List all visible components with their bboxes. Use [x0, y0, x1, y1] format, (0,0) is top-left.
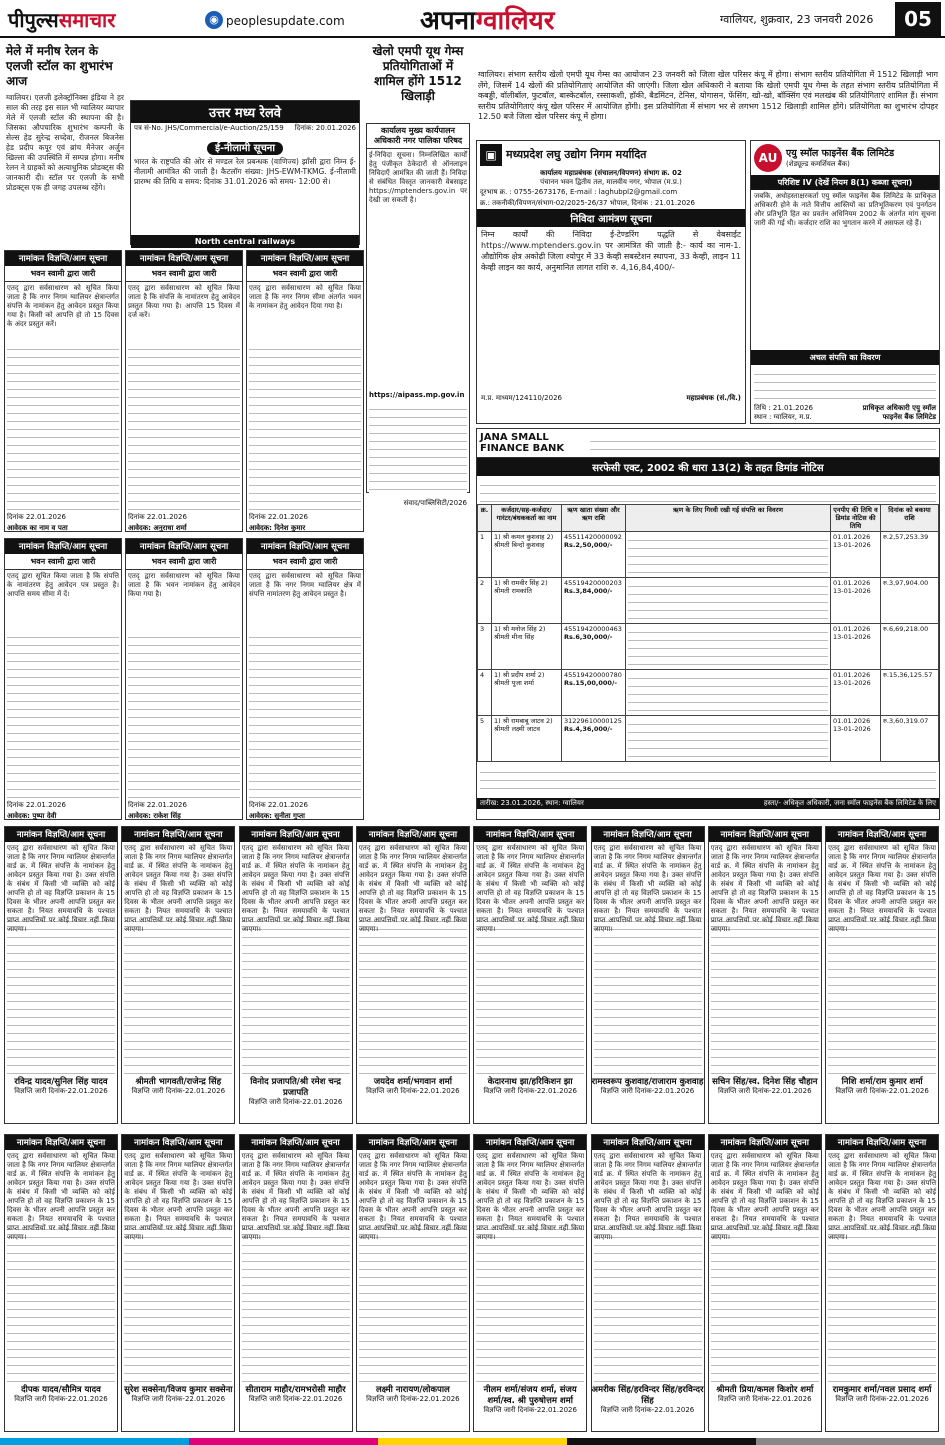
grid-notice-date: विज्ञप्ति जारी दिनांक-22.01.2026: [131, 1395, 226, 1403]
dateline: ग्वालियर, शुक्रवार, 23 जनवरी 2026: [720, 13, 874, 26]
msme-ref: क्र.: तकनीकी/विपणन/संभाग-02/2025-26/37 भोपाल, दिनांक : 21.01.2026: [480, 199, 695, 207]
grid-notice-applicant: श्रीमती भागवती/राजेन्द्र सिंह: [135, 1077, 222, 1087]
grid-notice-date: विज्ञप्ति जारी दिनांक-22.01.2026: [483, 1406, 577, 1414]
grid-notice-card: [239, 826, 353, 1124]
au-title: एयु स्मॉल फाइनेंस बैंक लिमिटेड: [786, 147, 895, 159]
tender-body: ई-निविदा सूचना। निम्नलिखित कार्यों हेतु पंजीकृत ठेकेदारों से ऑनलाइन निविदाएँ आमंत्रित की जाती हैं। निविदा से संबंधित विस्तृत जानकारी वेबसाइट https://mptenders.gov.in पर देखी जा सकती है।: [369, 151, 467, 204]
grid-notice-filler: [359, 1222, 467, 1382]
railway-title: उत्तर मध्य रेलवे: [131, 101, 359, 123]
notice-body: एतद् द्वारा सर्वसाधारण को सूचित किया जाता है कि भवन नामांकन हेतु आवेदन किया गया है।: [128, 572, 240, 598]
jana-table-row: [478, 578, 939, 624]
grid-notices-area: [4, 826, 941, 1434]
grid-notice-body: एतद् द्वारा सर्वसाधारण को सूचित किया जाता है कि नगर निगम ग्वालियर क्षेत्रान्तर्गत वार्ड क्र. में स्थित संपत्ति के नामांकन हेतु आवेदन प्रस्तुत किया गया है। उक्त संपत्ति के संबंध में किसी भी व्यक्ति को कोई आपत्ति हो तो वह विज्ञप्ति प्रकाशन के 15 दिवस के भीतर अपनी आपत्ति प्रस्तुत कर सकता है। नियत समयावधि के पश्चात प्राप्त आपत्तियों पर कोई विचार नहीं किया जाएगा।: [710, 1152, 819, 1241]
jana-row-npa: 01.01.2026: [833, 533, 871, 541]
grid-notice-body: एतद् द्वारा सर्वसाधारण को सूचित किया जाता है कि नगर निगम ग्वालियर क्षेत्रान्तर्गत वार्ड क्र. में स्थित संपत्ति के नामांकन हेतु आवेदन प्रस्तुत किया गया है। उक्त संपत्ति के संबंध में किसी भी व्यक्ति को कोई आपत्ति हो तो वह विज्ञप्ति प्रकाशन के 15 दिवस के भीतर अपनी आपत्ति प्रस्तुत कर सकता है। नियत समयावधि के पश्चात प्राप्त आपत्तियों पर कोई विचार नहीं किया जाएगा।: [124, 844, 233, 933]
grid-notice-title: नामांकन विज्ञप्ति/आम सूचना: [122, 1135, 234, 1150]
jana-col-no: क्र.: [478, 505, 492, 532]
notice-title: नामांकन विज्ञप्ति/आम सूचना: [247, 251, 363, 266]
jana-table: [477, 504, 939, 762]
grid-notice-title: नामांकन विज्ञप्ति/आम सूचना: [709, 827, 821, 842]
grid-notice-body: एतद् द्वारा सर्वसाधारण को सूचित किया जाता है कि नगर निगम ग्वालियर क्षेत्रान्तर्गत वार्ड क्र. में स्थित संपत्ति के नामांकन हेतु आवेदन प्रस्तुत किया गया है। उक्त संपत्ति के संबंध में किसी भी व्यक्ति को कोई आपत्ति हो तो वह विज्ञप्ति प्रकाशन के 15 दिवस के भीतर अपनी आपत्ति प्रस्तुत कर सकता है। नियत समयावधि के पश्चात प्राप्त आपत्तियों पर कोई विचार नहीं किया जाएगा।: [710, 844, 819, 933]
grid-notice-applicant: रामस्वरूप कुशवाह/राजाराम कुशवाह: [591, 1077, 704, 1087]
jana-row-amount: Rs.15,00,000/-: [564, 679, 618, 687]
notice-body: एतद् द्वारा सूचित किया जाता है कि संपत्ति के नामांतरण हेतु आवेदन पत्र प्रस्तुत है। आपत्ति समय सीमा में दें।: [7, 572, 119, 598]
grid-notice-title: नामांकन विज्ञप्ति/आम सूचना: [240, 1135, 352, 1150]
brand-logo: [8, 6, 115, 33]
grid-notice-body: एतद् द्वारा सर्वसाधारण को सूचित किया जाता है कि नगर निगम ग्वालियर क्षेत्रान्तर्गत वार्ड क्र. में स्थित संपत्ति के नामांकन हेतु आवेदन प्रस्तुत किया गया है। उक्त संपत्ति के संबंध में किसी भी व्यक्ति को कोई आपत्ति हो तो वह विज्ञप्ति प्रकाशन के 15 दिवस के भीतर अपनी आपत्ति प्रस्तुत कर सकता है। नियत समयावधि के पश्चात प्राप्त आपत्तियों पर कोई विचार नहीं किया जाएगा।: [593, 1152, 702, 1241]
tender-title: कार्यालय मुख्य कार्यपालन अधिकारी नगर पालिका परिषद: [367, 124, 469, 149]
grid-notice-title: नामांकन विज्ञप्ति/आम सूचना: [122, 827, 234, 842]
notice-applicant: आवेदक: राकेश सिंह: [128, 812, 181, 820]
grid-notice-date: विज्ञप्ति जारी दिनांक-22.01.2026: [248, 1098, 343, 1106]
grid-notice-card: [708, 826, 822, 1124]
notice-filler: [249, 630, 361, 800]
grid-notice-date: विज्ञप्ति जारी दिनांक-22.01.2026: [14, 1395, 108, 1403]
grid-notice-applicant: विनोद प्रजापति/श्री रमेश चन्द्र प्रजापति: [250, 1077, 341, 1098]
grid-notice-applicant: लक्ष्मी नारायण/लोकपाल: [375, 1385, 450, 1395]
au-date: तिथि : 21.01.2026: [754, 404, 813, 412]
notice-filler: [128, 630, 240, 800]
jana-row-due: रु.2,57,253.39: [881, 532, 939, 578]
grid-notice-date: विज्ञप्ति जारी दिनांक-22.01.2026: [600, 1406, 695, 1414]
grid-notice-date: विज्ञप्ति जारी दिनांक-22.01.2026: [248, 1395, 343, 1403]
grid-notice-filler: [828, 1222, 936, 1382]
grid-notice-card: [825, 826, 939, 1124]
notice-filler: [128, 342, 240, 512]
jana-col-due: दिनांक को बकाया राशि: [881, 505, 939, 532]
grid-notice-body: एतद् द्वारा सर्वसाधारण को सूचित किया जाता है कि नगर निगम ग्वालियर क्षेत्रान्तर्गत वार्ड क्र. में स्थित संपत्ति के नामांकन हेतु आवेदन प्रस्तुत किया गया है। उक्त संपत्ति के संबंध में किसी भी व्यक्ति को कोई आपत्ति हो तो वह विज्ञप्ति प्रकाशन के 15 दिवस के भीतर अपनी आपत्ति प्रस्तुत कर सकता है। नियत समयावधि के पश्चात प्राप्त आपत्तियों पर कोई विचार नहीं किया जाएगा।: [241, 1152, 350, 1241]
msme-address: पंचानन भवन द्वितीय तल, मालवीय नगर, भोपाल (म.प्र.): [540, 178, 682, 186]
notice-card: [246, 538, 364, 820]
jana-table-row: [478, 532, 939, 578]
grid-notice-applicant: रविन्द्र यादव/सुनिल सिंह यादव: [14, 1077, 108, 1087]
notice-date: दिनांक 22.01.2026: [128, 801, 187, 809]
grid-notice-body: एतद् द्वारा सर्वसाधारण को सूचित किया जाता है कि नगर निगम ग्वालियर क्षेत्रान्तर्गत वार्ड क्र. में स्थित संपत्ति के नामांकन हेतु आवेदन प्रस्तुत किया गया है। उक्त संपत्ति के संबंध में किसी भी व्यक्ति को कोई आपत्ति हो तो वह विज्ञप्ति प्रकाशन के 15 दिवस के भीतर अपनी आपत्ति प्रस्तुत कर सकता है। नियत समयावधि के पश्चात प्राप्त आपत्तियों पर कोई विचार नहीं किया जाएगा।: [828, 844, 937, 933]
grid-notice-applicant: सचिन सिंह/स्व. दिनेश सिंह चौहान: [712, 1077, 818, 1087]
grid-notice-card: [356, 1134, 470, 1432]
grid-notice-applicant: केदारनाथ झा/हरिकिशन झा: [487, 1077, 573, 1087]
notice-subtitle: भवन स्वामी द्वारा जारी: [247, 266, 363, 282]
grid-notice-body: एतद् द्वारा सर्वसाधारण को सूचित किया जाता है कि नगर निगम ग्वालियर क्षेत्रान्तर्गत वार्ड क्र. में स्थित संपत्ति के नामांकन हेतु आवेदन प्रस्तुत किया गया है। उक्त संपत्ति के संबंध में किसी भी व्यक्ति को कोई आपत्ति हो तो वह विज्ञप्ति प्रकाशन के 15 दिवस के भीतर अपनी आपत्ति प्रस्तुत कर सकता है। नियत समयावधि के पश्चात प्राप्त आपत्तियों पर कोई विचार नहीं किया जाएगा।: [241, 844, 350, 933]
grid-notice-body: एतद् द्वारा सर्वसाधारण को सूचित किया जाता है कि नगर निगम ग्वालियर क्षेत्रान्तर्गत वार्ड क्र. में स्थित संपत्ति के नामांकन हेतु आवेदन प्रस्तुत किया गया है। उक्त संपत्ति के संबंध में किसी भी व्यक्ति को कोई आपत्ति हो तो वह विज्ञप्ति प्रकाशन के 15 दिवस के भीतर अपनी आपत्ति प्रस्तुत कर सकता है। नियत समयावधि के पश्चात प्राप्त आपत्तियों पर कोई विचार नहीं किया जाएगा।: [828, 1152, 937, 1241]
grid-notice-date: विज्ञप्ति जारी दिनांक-22.01.2026: [366, 1395, 460, 1403]
jana-row-no: 5: [478, 716, 492, 762]
jana-address: [590, 434, 936, 452]
grid-notice-title: नामांकन विज्ञप्ति/आम सूचना: [240, 827, 352, 842]
grid-notice-applicant: सुरेश सक्सेना/विजय कुमार सक्सेना: [124, 1385, 233, 1395]
grid-notice-date: विज्ञप्ति जारी दिनांक-22.01.2026: [483, 1087, 577, 1095]
grid-notice-card: [473, 826, 587, 1124]
au-subtitle: (शेड्यूल्ड कमर्शियल बैंक): [786, 159, 850, 168]
notice-filler: [7, 342, 119, 512]
notice-subtitle: भवन स्वामी द्वारा जारी: [126, 554, 242, 570]
grid-notice-card: [591, 826, 705, 1124]
notice-applicant: आवेदक: अनुराधा शर्मा: [128, 524, 187, 532]
grid-notice-date: विज्ञप्ति जारी दिनांक-22.01.2026: [835, 1395, 929, 1403]
msme-ad: [476, 140, 746, 424]
grid-notice-body: एतद् द्वारा सर्वसाधारण को सूचित किया जाता है कि नगर निगम ग्वालियर क्षेत्रान्तर्गत वार्ड क्र. में स्थित संपत्ति के नामांकन हेतु आवेदन प्रस्तुत किया गया है। उक्त संपत्ति के संबंध में किसी भी व्यक्ति को कोई आपत्ति हो तो वह विज्ञप्ति प्रकाशन के 15 दिवस के भीतर अपनी आपत्ति प्रस्तुत कर सकता है। नियत समयावधि के पश्चात प्राप्त आपत्तियों पर कोई विचार नहीं किया जाएगा।: [593, 844, 702, 933]
jana-row-property: [628, 717, 828, 759]
grid-notice-title: नामांकन विज्ञप्ति/आम सूचना: [709, 1135, 821, 1150]
website-link[interactable]: peoplesupdate.com: [226, 14, 345, 28]
grid-notice-applicant: रामकुमार शर्मा/नवल प्रसाद शर्मा: [832, 1385, 932, 1395]
jana-table-row: [478, 670, 939, 716]
grid-notice-filler: [711, 914, 819, 1074]
jana-row-no: 4: [478, 670, 492, 716]
jana-row-no: 2: [478, 578, 492, 624]
grid-notice-title: नामांकन विज्ञप्ति/आम सूचना: [357, 827, 469, 842]
masthead: [0, 0, 945, 38]
grid-notice-applicant: दीपक यादव/सौमित्र यादव: [21, 1385, 101, 1395]
tender-code: संवाद/पाब्लिसिटी/2026: [403, 499, 467, 507]
msme-title: मध्यप्रदेश लघु उद्योग निगम मर्यादित: [506, 148, 647, 161]
grid-notice-filler: [828, 914, 936, 1074]
section-title: [420, 1, 554, 37]
jana-row-account: 31229610000125: [564, 717, 622, 725]
grid-notice-card: [4, 826, 118, 1124]
grid-notice-card: [239, 1134, 353, 1432]
notice-title: नामांकन विज्ञप्ति/आम सूचना: [5, 251, 121, 266]
jana-row-account: 45519420000780: [564, 671, 622, 679]
jana-row-notice: 13-01-2026: [833, 633, 871, 641]
notice-applicant: आवेदक: दिनेश कुमार: [249, 524, 306, 532]
notice-subtitle: भवन स्वामी द्वारा जारी: [126, 266, 242, 282]
jana-bank-ad: [476, 428, 940, 820]
emblem-icon: ▣: [480, 144, 502, 166]
msme-code: म.प्र. माध्यम/124110/2026: [481, 394, 562, 402]
notice-card: [4, 538, 122, 820]
grid-notice-applicant: सीताराम माहौर/रामभरोसी माहौर: [245, 1385, 346, 1395]
jana-row-name: 1) श्री प्रदीप शर्मा 2) श्रीमती पूजा शर्मा: [492, 670, 562, 716]
grid-notice-body: एतद् द्वारा सर्वसाधारण को सूचित किया जाता है कि नगर निगम ग्वालियर क्षेत्रान्तर्गत वार्ड क्र. में स्थित संपत्ति के नामांकन हेतु आवेदन प्रस्तुत किया गया है। उक्त संपत्ति के संबंध में किसी भी व्यक्ति को कोई आपत्ति हो तो वह विज्ञप्ति प्रकाशन के 15 दिवस के भीतर अपनी आपत्ति प्रस्तुत कर सकता है। नियत समयावधि के पश्चात प्राप्त आपत्तियों पर कोई विचार नहीं किया जाएगा।: [7, 844, 115, 933]
notice-title: नामांकन विज्ञप्ति/आम सूचना: [247, 539, 363, 554]
jana-row-notice: 13-01-2026: [833, 679, 871, 687]
msme-signatory: महाप्रबंधक (सं./वि.): [686, 394, 741, 402]
jana-row-npa: 01.01.2026: [833, 625, 871, 633]
jana-footer-text: [480, 765, 936, 795]
tender-site[interactable]: https://aipass.mp.gov.in: [369, 391, 465, 399]
grid-notice-filler: [476, 1222, 584, 1382]
jana-heading: सरफेसी एक्ट, 2002 की धारा 13(2) के तहत डिमांड नोटिस: [477, 458, 939, 476]
notice-applicant: आवेदक: पुष्पा देवी: [7, 812, 57, 820]
grid-notice-body: एतद् द्वारा सर्वसाधारण को सूचित किया जाता है कि नगर निगम ग्वालियर क्षेत्रान्तर्गत वार्ड क्र. में स्थित संपत्ति के नामांकन हेतु आवेदन प्रस्तुत किया गया है। उक्त संपत्ति के संबंध में किसी भी व्यक्ति को कोई आपत्ति हो तो वह विज्ञप्ति प्रकाशन के 15 दिवस के भीतर अपनी आपत्ति प्रस्तुत कर सकता है। नियत समयावधि के पश्चात प्राप्त आपत्तियों पर कोई विचार नहीं किया जाएगा।: [476, 844, 585, 933]
grid-notice-card: [121, 826, 235, 1124]
sports-story-headline: खेलो एमपी यूथ गेम्स प्रतियोगिताओं में शामिल होंगे 1512 खिलाड़ी: [372, 44, 464, 103]
grid-notice-body: एतद् द्वारा सर्वसाधारण को सूचित किया जाता है कि नगर निगम ग्वालियर क्षेत्रान्तर्गत वार्ड क्र. में स्थित संपत्ति के नामांकन हेतु आवेदन प्रस्तुत किया गया है। उक्त संपत्ति के संबंध में किसी भी व्यक्ति को कोई आपत्ति हो तो वह विज्ञप्ति प्रकाशन के 15 दिवस के भीतर अपनी आपत्ति प्रस्तुत कर सकता है। नियत समयावधि के पश्चात प्राप्त आपत्तियों पर कोई विचार नहीं किया जाएगा।: [124, 1152, 233, 1241]
jana-row-account: 45511420000092: [564, 533, 622, 541]
grid-notice-title: नामांकन विज्ञप्ति/आम सूचना: [5, 1135, 117, 1150]
section-part1: अपना: [420, 6, 476, 36]
grid-notice-applicant: श्रीमती प्रिया/कमल किशोर शर्मा: [716, 1385, 814, 1395]
notice-card: [4, 250, 122, 532]
grid-notice-date: विज्ञप्ति जारी दिनांक-22.01.2026: [835, 1087, 929, 1095]
grid-notice-filler: [242, 1222, 350, 1382]
au-schedule: [754, 367, 936, 401]
au-schedule-title: अचल संपत्ति का विवरण: [751, 350, 939, 365]
sports-story-headline-box: [366, 44, 470, 119]
notice-date: दिनांक 22.01.2026: [249, 513, 308, 521]
notice-applicant: आवेदक: सुनीता गुप्ता: [249, 812, 305, 820]
jana-signatory: हस्ता/- अधिकृत अधिकारी, जना स्मॉल फाइनेंस बैंक लिमिटेड के लिए: [763, 799, 936, 807]
msme-office: कार्यालय महाप्रबंधक (संचालन/विपणन) संभाग क्र. 02: [540, 169, 682, 177]
grid-notice-date: विज्ञप्ति जारी दिनांक-22.01.2026: [718, 1395, 812, 1403]
au-bank-ad: [750, 140, 940, 424]
notice-title: नामांकन विज्ञप्ति/आम सूचना: [126, 539, 242, 554]
left-story-headline: मेले में मनीष रेलन के एलजी स्टॉल का शुभारंभ आज: [6, 44, 113, 88]
notices-area: [4, 250, 364, 820]
grid-notice-filler: [7, 1222, 115, 1382]
notice-card: [125, 538, 243, 820]
color-registration-strip: [0, 1438, 945, 1445]
grid-notice-date: विज्ञप्ति जारी दिनांक-22.01.2026: [14, 1087, 108, 1095]
jana-row-due: रु.15,36,125.57: [881, 670, 939, 716]
grid-notice-card: [591, 1134, 705, 1432]
jana-col-account: ऋण खाता संख्या और ऋण राशि: [562, 505, 626, 532]
jana-row-property: [628, 671, 828, 713]
notice-subtitle: भवन स्वामी द्वारा जारी: [5, 266, 121, 282]
notice-subtitle: भवन स्वामी द्वारा जारी: [5, 554, 121, 570]
jana-row-npa: 01.01.2026: [833, 717, 871, 725]
notice-filler: [249, 342, 361, 512]
grid-notice-card: [473, 1134, 587, 1432]
jana-title: JANA SMALL FINANCE BANK: [480, 432, 565, 454]
jana-col-name: कर्जदार/सह-कर्जदार/गारंटर/बंधककर्ता का नाम: [492, 505, 562, 532]
notice-applicant: आवेदक का नाम व पता: [7, 524, 68, 532]
grid-notice-filler: [594, 1222, 702, 1382]
jana-row-name: 1) श्री कमल कुशवाह 2) श्रीमती बिन्दो कुशवाह: [492, 532, 562, 578]
notice-date: दिनांक 22.01.2026: [249, 801, 308, 809]
grid-notice-date: विज्ञप्ति जारी दिनांक-22.01.2026: [600, 1087, 695, 1095]
jana-date: तारीख: 23.01.2026, स्थान: ग्वालियर: [480, 799, 584, 807]
jana-col-npa: एनपीए की तिथि व डिमांड नोटिस की तिथि: [831, 505, 881, 532]
jana-row-name: 1) श्री रामवीर सिंह 2) श्रीमती रामकांति: [492, 578, 562, 624]
jana-row-amount: Rs.3,84,000/-: [564, 587, 613, 595]
notice-date: दिनांक 22.01.2026: [7, 801, 66, 809]
au-notice: परिशिष्ट IV (देखें नियम 8(1) कब्जा सूचना): [751, 175, 939, 190]
jana-row-property: [628, 579, 828, 621]
jana-row-npa: 01.01.2026: [833, 579, 871, 587]
jana-row-account: 45519420000203: [564, 579, 622, 587]
grid-notice-title: नामांकन विज्ञप्ति/आम सूचना: [826, 1135, 938, 1150]
jana-table-row: [478, 716, 939, 762]
au-officer: प्राधिकृत अधिकारी एयु स्मॉल फाइनेंस बैंक लिमिटेड: [862, 404, 936, 421]
grid-notice-title: नामांकन विज्ञप्ति/आम सूचना: [592, 827, 704, 842]
sports-story-body: ग्वालियर। संभाग स्तरीय खेलो एमपी यूथ गेम्स का आयोजन 23 जनवरी को जिला खेल परिसर कंपू में होगा। संभाग स्तरीय प्रतियोगिता में 1512 खिलाड़ी भाग लेंगे, जिसमें 14 खेलों की प्रतियोगिताएं आयोजित की जाएंगी। जिला खेल अधिकारी ने बताया कि खेलो एमपी यूथ गेम्स के तहत संभाग स्तरीय प्रतियोगिता में कबड्डी, वॉलीबॉल, फुटबॉल, बास्केटबॉल, रस्साकशी, हॉकी, बैडमिंटन, टेनिस, योगासन, फेंसिंग, खो-खो, बॉक्सिंग एवं मलखंब की प्रतियोगिताएं शामिल हैं। संभाग स्तरीय प्रतियोगिताएं कंपू खेल परिसर में आयोजित होंगी। इस प्रतियोगिता में संभाग भर से लगभग 1512 खिलाड़ी शामिल होंगे। प्रतियोगिता का शुभारंभ दोपहर 12.50 बजे जिला खेल परिसर कंपू में होगा।: [478, 70, 938, 121]
brand-part1: पीपुल्स: [8, 8, 59, 32]
au-logo: AU: [754, 144, 782, 172]
grid-notice-applicant: निशि शर्मा/राम कुमार शर्मा: [841, 1077, 923, 1087]
grid-notice-card: [4, 1134, 118, 1432]
grid-notice-title: नामांकन विज्ञप्ति/आम सूचना: [5, 827, 117, 842]
grid-notice-body: एतद् द्वारा सर्वसाधारण को सूचित किया जाता है कि नगर निगम ग्वालियर क्षेत्रान्तर्गत वार्ड क्र. में स्थित संपत्ति के नामांकन हेतु आवेदन प्रस्तुत किया गया है। उक्त संपत्ति के संबंध में किसी भी व्यक्ति को कोई आपत्ति हो तो वह विज्ञप्ति प्रकाशन के 15 दिवस के भीतर अपनी आपत्ति प्रस्तुत कर सकता है। नियत समयावधि के पश्चात प्राप्त आपत्तियों पर कोई विचार नहीं किया जाएगा।: [358, 1152, 467, 1241]
au-body: जबकि, अधोहस्ताक्षरकर्ता एयु स्मॉल फाइनेंस बैंक लिमिटेड के प्राधिकृत अधिकारी होने के नाते वित्तीय आस्तियों का प्रतिभूतिकरण एवं पुनर्गठन और प्रतिभूति हित का प्रवर्तन अधिनियम 2002 के अंतर्गत मांग सूचना जारी की गई थी। कर्जदार राशि का भुगतान करने में असफल रहे हैं।: [754, 192, 936, 227]
left-story: [6, 44, 124, 244]
brand-part2: समाचार: [58, 8, 116, 32]
jana-row-account: 45519420000463: [564, 625, 622, 633]
jana-row-amount: Rs.4,36,000/-: [564, 725, 613, 733]
grid-notice-date: विज्ञप्ति जारी दिनांक-22.01.2026: [718, 1087, 812, 1095]
grid-notice-filler: [711, 1222, 819, 1382]
notice-date: दिनांक 22.01.2026: [128, 513, 187, 521]
left-story-body: ग्वालियर। एलजी इलेक्ट्रॉनिक्स इंडिया ने हर साल की तरह इस साल भी ग्वालियर व्यापार मेले में एलजी स्टॉल की स्थापना की है। जिसका औपचारिक शुभारंभ कम्पनी के सेल्स हेड सुरेन्द्र सच्देवा, रीजनल बिजनेस हेड प्रदीप कपूर एवं ब्रांच मैनेजर अर्जुन खिल्ला की उपस्थिति में सम्पन्न होगा। मनीष रेलन ने ग्राहकों को अत्याधुनिक प्रोडक्ट्स की जानकारी दी। स्टॉल पर एलजी के सभी प्रोडक्ट्स एक ही जगह उपलब्ध रहेंगे।: [6, 93, 124, 192]
grid-notice-card: [356, 826, 470, 1124]
grid-notice-applicant: नीलम शर्मा/संजय शर्मा, संजय शर्मा/स्व. श्री पुरुषोत्तम शर्मा: [483, 1385, 577, 1406]
jana-row-name: 1) श्री रामबाबू जाटव 2) श्रीमती लक्ष्मी जाटव: [492, 716, 562, 762]
msme-body: निम्न कार्यों की निविदा ई-टेण्डरिंग पद्धति से वेबसाईट https://www.mptenders.gov.in पर आमंत्रित की जाती है:- कार्य का नाम-1. औद्योगिक क्षेत्र अकोढ़ी जिला श्योपुर में 33 केव्ही सबस्टेशन स्थापना, 33 केव्ही, लाइन 11 केव्ही लाइन का कार्य, अनुमानित लागत राशि रु. 4,16,84,400/-: [481, 230, 741, 272]
jana-row-due: रु.6,69,218.00: [881, 624, 939, 670]
grid-notice-date: विज्ञप्ति जारी दिनांक-22.01.2026: [131, 1087, 226, 1095]
railway-date: दिनांक: 20.01.2026: [294, 124, 356, 132]
notice-body: एतद् द्वारा सर्वसाधारण को सूचित किया जाता है कि संपत्ति के नामांतरण हेतु आवेदन प्रस्तुत किया गया है। आपत्ति 15 दिवस में दर्ज करें।: [128, 284, 240, 319]
grid-notice-title: नामांकन विज्ञप्ति/आम सूचना: [592, 1135, 704, 1150]
grid-notice-title: नामांकन विज्ञप्ति/आम सूचना: [474, 827, 586, 842]
notice-card: [125, 250, 243, 532]
jana-intro: [480, 478, 936, 502]
railway-subtitle: ई-नीलामी सूचना: [207, 142, 283, 155]
grid-notice-applicant: अमरीक सिंह/हरविन्दर सिंह/हरविन्दर सिंह: [591, 1385, 704, 1406]
jana-table-row: [478, 624, 939, 670]
jana-row-property: [628, 533, 828, 575]
jana-row-no: 1: [478, 532, 492, 578]
grid-notice-body: एतद् द्वारा सर्वसाधारण को सूचित किया जाता है कि नगर निगम ग्वालियर क्षेत्रान्तर्गत वार्ड क्र. में स्थित संपत्ति के नामांकन हेतु आवेदन प्रस्तुत किया गया है। उक्त संपत्ति के संबंध में किसी भी व्यक्ति को कोई आपत्ति हो तो वह विज्ञप्ति प्रकाशन के 15 दिवस के भीतर अपनी आपत्ति प्रस्तुत कर सकता है। नियत समयावधि के पश्चात प्राप्त आपत्तियों पर कोई विचार नहीं किया जाएगा।: [358, 844, 467, 933]
jana-row-notice: 13-01-2026: [833, 725, 871, 733]
jana-row-notice: 13-01-2026: [833, 541, 871, 549]
au-place: स्थान : ग्वालियर, म.प्र.: [754, 413, 812, 421]
railway-footer: North central railways: [131, 235, 359, 248]
grid-notice-filler: [242, 914, 350, 1074]
grid-notice-filler: [124, 1222, 232, 1382]
msme-heading: निविदा आमंत्रण सूचना: [477, 209, 745, 227]
railway-body: भारत के राष्ट्रपति की ओर से मण्डल रेल प्रबन्धक (वाणिज्य) झाँसी द्वारा निम्न ई-नीलामी आमंत्रित की जाती है। कैटलॉग संख्या: JHS-EWM-TKMG. ई-नीलामी प्रारम्भ की तिथि व समय: दिनांक 31.01.2026 को समय- 12:00 से।: [134, 157, 356, 186]
jana-row-no: 3: [478, 624, 492, 670]
jana-row-amount: Rs.6,30,000/-: [564, 633, 613, 641]
jana-row-npa: 01.01.2026: [833, 671, 871, 679]
jana-col-property: ऋण के लिए गिरवी रखी गई संपत्ति का विवरण: [626, 505, 831, 532]
notice-subtitle: भवन स्वामी द्वारा जारी: [247, 554, 363, 570]
railway-ad: [130, 100, 360, 245]
grid-notice-filler: [594, 914, 702, 1074]
jana-row-notice: 13-01-2026: [833, 587, 871, 595]
notice-body: एतद् द्वारा सर्वसाधारण को सूचित किया जाता है कि नगर निगम ग्वालियर क्षेत्र में संपत्ति नामांतरण हेतु आवेदन प्रस्तुत है।: [249, 572, 361, 598]
notice-title: नामांकन विज्ञप्ति/आम सूचना: [126, 251, 242, 266]
jana-row-property: [628, 625, 828, 667]
section-part2: ग्वालियर: [475, 6, 555, 36]
tender-notice: [366, 123, 470, 507]
notice-body: एतद् द्वारा सर्वसाधारण को सूचित किया जाता है कि नगर निगम सीमा अंतर्गत भवन के नामांकन हेतु आवेदन दिया गया है।: [249, 284, 361, 310]
notice-card: [246, 250, 364, 532]
jana-row-name: 1) श्री मनोज सिंह 2) श्रीमती मीना सिंह: [492, 624, 562, 670]
page-number: 05: [895, 2, 941, 36]
notice-filler: [7, 630, 119, 800]
grid-notice-filler: [124, 914, 232, 1074]
grid-notice-card: [708, 1134, 822, 1432]
grid-notice-card: [121, 1134, 235, 1432]
msme-phone: दूरभाष क्र. : 0755-2673176, E-mail : laghubpl2@gmail.com: [480, 188, 678, 196]
tender-filler: [369, 402, 467, 497]
jana-row-due: रु.3,60,319.07: [881, 716, 939, 762]
grid-notice-body: एतद् द्वारा सर्वसाधारण को सूचित किया जाता है कि नगर निगम ग्वालियर क्षेत्रान्तर्गत वार्ड क्र. में स्थित संपत्ति के नामांकन हेतु आवेदन प्रस्तुत किया गया है। उक्त संपत्ति के संबंध में किसी भी व्यक्ति को कोई आपत्ति हो तो वह विज्ञप्ति प्रकाशन के 15 दिवस के भीतर अपनी आपत्ति प्रस्तुत कर सकता है। नियत समयावधि के पश्चात प्राप्त आपत्तियों पर कोई विचार नहीं किया जाएगा।: [476, 1152, 585, 1241]
grid-notice-filler: [359, 914, 467, 1074]
grid-notice-filler: [7, 914, 115, 1074]
jana-row-due: रु.3,97,904.00: [881, 578, 939, 624]
grid-notice-card: [825, 1134, 939, 1432]
grid-notice-filler: [476, 914, 584, 1074]
notice-date: दिनांक 22.01.2026: [7, 513, 66, 521]
grid-notice-date: विज्ञप्ति जारी दिनांक-22.01.2026: [366, 1087, 460, 1095]
globe-icon: ◉: [205, 11, 223, 29]
grid-notice-title: नामांकन विज्ञप्ति/आम सूचना: [826, 827, 938, 842]
grid-notice-title: नामांकन विज्ञप्ति/आम सूचना: [357, 1135, 469, 1150]
grid-notice-title: नामांकन विज्ञप्ति/आम सूचना: [474, 1135, 586, 1150]
grid-notice-body: एतद् द्वारा सर्वसाधारण को सूचित किया जाता है कि नगर निगम ग्वालियर क्षेत्रान्तर्गत वार्ड क्र. में स्थित संपत्ति के नामांकन हेतु आवेदन प्रस्तुत किया गया है। उक्त संपत्ति के संबंध में किसी भी व्यक्ति को कोई आपत्ति हो तो वह विज्ञप्ति प्रकाशन के 15 दिवस के भीतर अपनी आपत्ति प्रस्तुत कर सकता है। नियत समयावधि के पश्चात प्राप्त आपत्तियों पर कोई विचार नहीं किया जाएगा।: [7, 1152, 115, 1241]
jana-row-amount: Rs.2,50,000/-: [564, 541, 613, 549]
notice-body: एतद् द्वारा सर्वसाधारण को सूचित किया जाता है कि नगर निगम ग्वालियर क्षेत्रान्तर्गत संपत्ति के नामांकन हेतु आवेदन प्रस्तुत किया गया है। किसी को आपत्ति हो तो 15 दिवस के अंदर प्रस्तुत करें।: [7, 284, 119, 328]
notice-title: नामांकन विज्ञप्ति/आम सूचना: [5, 539, 121, 554]
grid-notice-applicant: जयदेव शर्मा/भगवान शर्मा: [373, 1077, 452, 1087]
railway-ref: पत्र सं-No. JHS/Commercial/e-Auction/25/159: [134, 124, 284, 132]
